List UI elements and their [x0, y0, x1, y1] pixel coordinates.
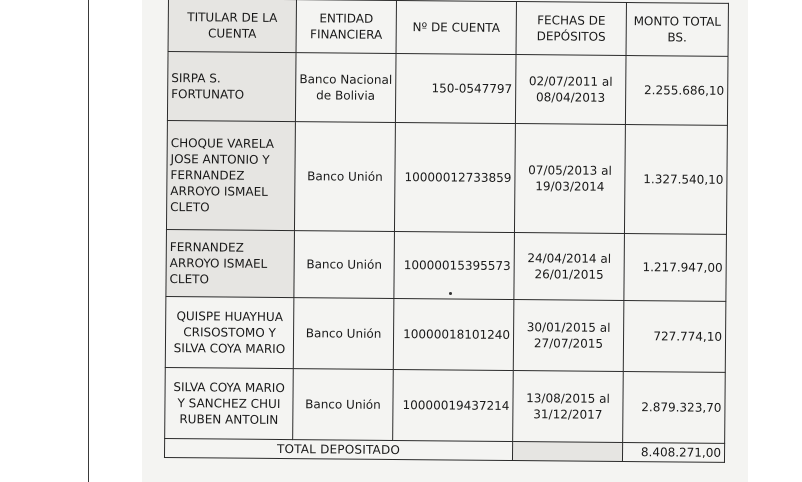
table-row	[165, 367, 726, 443]
table-row	[165, 296, 726, 372]
table-row	[166, 229, 727, 301]
header-deposit-dates: FECHAS DE DEPÓSITOS	[516, 2, 626, 56]
row-account: 10000012733859	[394, 122, 515, 232]
row-holder: CHOQUE VARELA JOSE ANTONIO Y FERNANDEZ ARROYO ISMAEL CLETO	[166, 120, 295, 230]
header-financial-entity: ENTIDAD FINANCIERA	[296, 0, 396, 53]
header-account-holder: TITULAR DE LA CUENTA	[168, 0, 296, 53]
row-amount: 1.327.540,10	[624, 124, 727, 234]
row-account: 150-0547797	[395, 53, 516, 123]
row-entity: Banco Nacional de Bolivia	[295, 53, 396, 123]
deposits-table	[164, 0, 729, 463]
row-dates: 07/05/2013 al 19/03/2014	[514, 124, 625, 234]
row-amount: 2.255.686,10	[625, 55, 728, 125]
row-dates: 30/01/2015 al 27/07/2015	[513, 300, 624, 372]
scanned-document	[164, 0, 728, 463]
total-amount: 8.408.271,00	[622, 442, 724, 462]
row-amount: 2.879.323,70	[623, 371, 726, 443]
row-dates: 24/04/2014 al 26/01/2015	[514, 233, 625, 301]
row-entity: Banco Unión	[293, 369, 394, 441]
header-account-number: Nº DE CUENTA	[396, 0, 516, 54]
total-label: TOTAL DEPOSITADO	[164, 438, 512, 460]
total-empty-cell	[512, 442, 622, 462]
ink-speck	[449, 292, 452, 295]
page-left-border	[88, 0, 89, 482]
header-total-amount: MONTO TOTAL BS.	[626, 3, 728, 57]
row-entity: Banco Unión	[294, 122, 395, 232]
row-amount: 1.217.947,00	[624, 233, 727, 301]
row-entity: Banco Unión	[293, 298, 394, 370]
row-amount: 727.774,10	[623, 300, 726, 372]
row-holder: SILVA COYA MARIO Y SANCHEZ CHUI RUBEN ANTOLIN	[165, 367, 294, 439]
row-holder: FERNANDEZ ARROYO ISMAEL CLETO	[166, 229, 295, 297]
table-row	[167, 52, 728, 126]
table-row	[166, 120, 727, 234]
row-account: 10000015395573	[394, 231, 515, 299]
row-account: 10000018101240	[393, 298, 514, 370]
row-dates: 13/08/2015 al 31/12/2017	[513, 371, 624, 443]
row-holder: SIRPA S. FORTUNATO	[167, 52, 296, 122]
row-entity: Banco Unión	[294, 231, 395, 299]
row-holder: QUISPE HUAYHUA CRISOSTOMO Y SILVA COYA MARIO	[165, 296, 294, 368]
table-header-row	[168, 0, 728, 56]
row-dates: 02/07/2011 al 08/04/2013	[515, 55, 626, 125]
row-account: 10000019437214	[393, 369, 514, 441]
